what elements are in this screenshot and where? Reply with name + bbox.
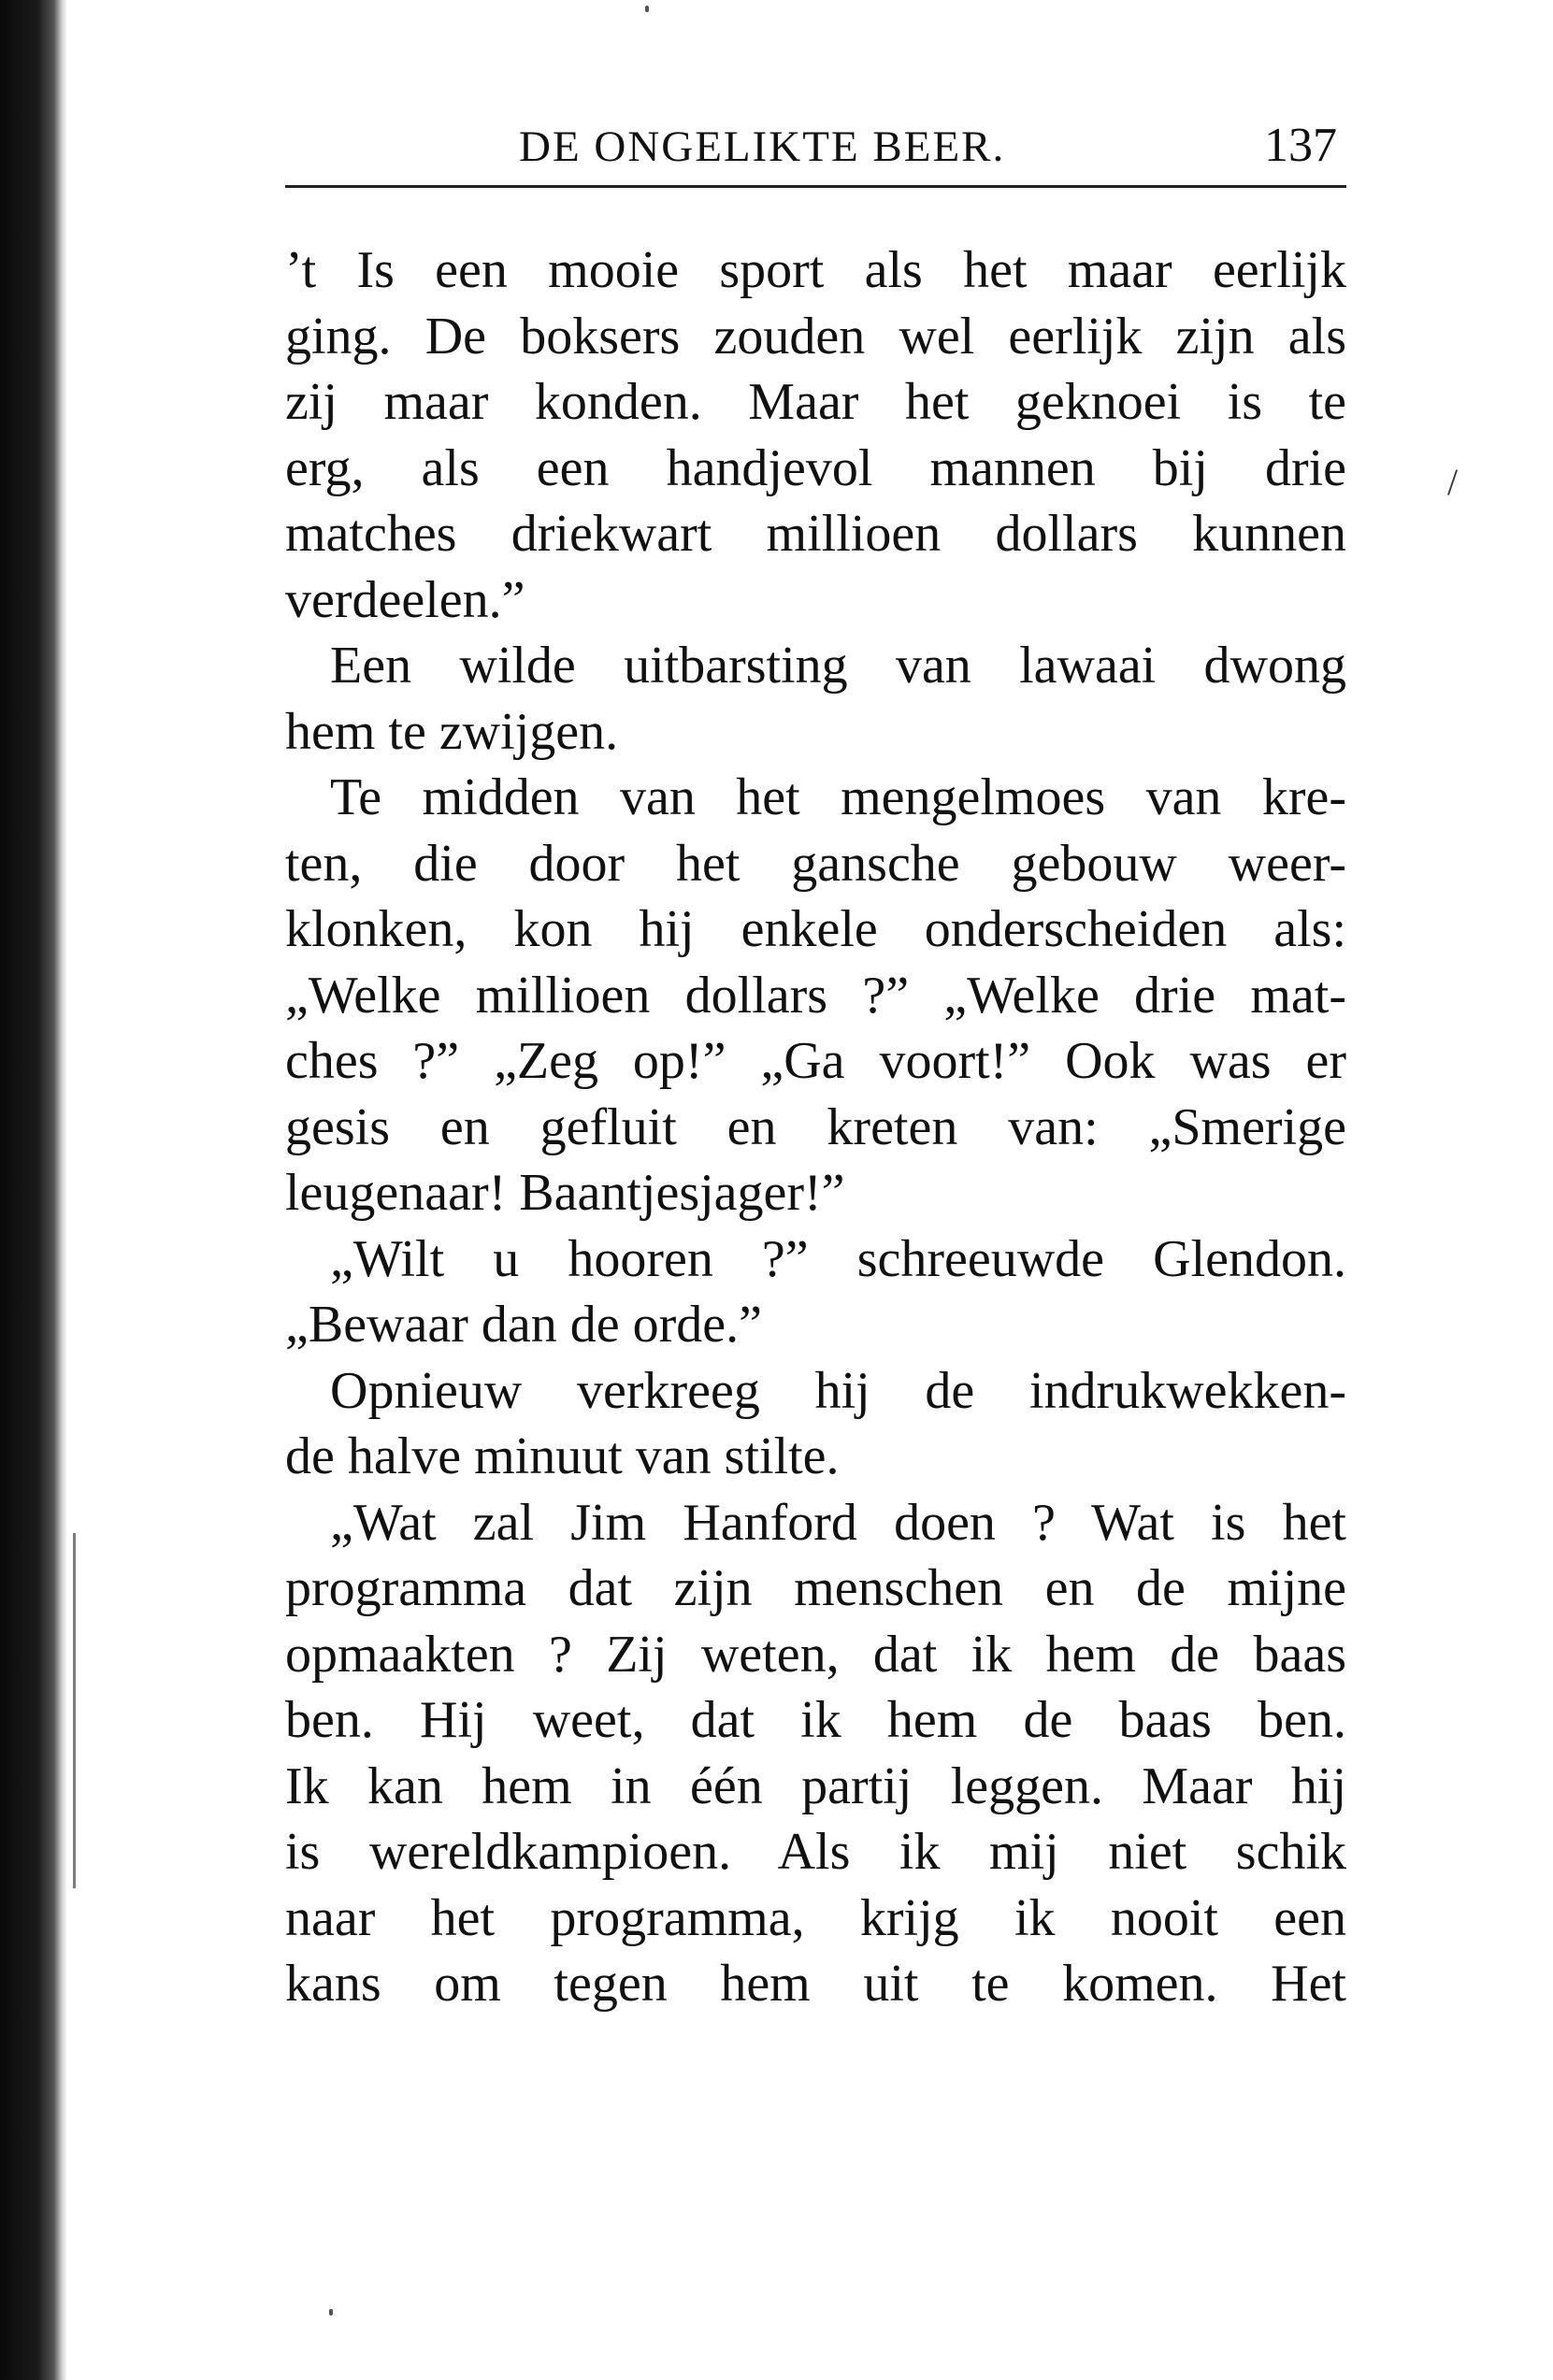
text-line: matches driekwart millioen dollars kunnen	[285, 505, 1346, 563]
page-binding-edge	[0, 0, 67, 2380]
paper-speck	[329, 2309, 333, 2315]
text-line: „Wat zal Jim Hanford doen ? Wat is het	[330, 1493, 1346, 1552]
page-number: 137	[1264, 119, 1337, 172]
text-line: leugenaar! Baantjesjager!”	[285, 1164, 845, 1222]
text-line: ’t Is een mooie sport als het maar eerlijk	[285, 241, 1346, 299]
text-line: ging. De boksers zouden wel eerlijk zijn als	[285, 307, 1346, 366]
text-line: Te midden van het mengelmoes van kre-	[330, 768, 1346, 826]
text-line: ben. Hij weet, dat ik hem de baas ben.	[285, 1691, 1346, 1749]
text-line: „Welke millioen dollars ?” „Welke drie mat-	[285, 966, 1346, 1025]
text-line: programma dat zijn menschen en de mijne	[285, 1559, 1346, 1617]
text-line: Een wilde uitbarsting van lawaai dwong	[330, 637, 1346, 695]
text-line: is wereldkampioen. Als ik mij niet schik	[285, 1823, 1346, 1881]
running-title: DE ONGELIKTE BEER.	[519, 122, 1006, 171]
text-line: gesis en gefluit en kreten van: „Smerige	[285, 1097, 1346, 1156]
paper-speck	[645, 6, 649, 12]
binding-shadow-line	[73, 1533, 76, 1888]
text-line: hem te zwijgen.	[285, 702, 619, 761]
text-line: kans om tegen hem uit te komen. Het	[285, 1955, 1346, 2013]
running-head	[285, 110, 1346, 185]
text-line: „Bewaar dan de orde.”	[285, 1296, 762, 1354]
text-line: opmaakten ? Zij weten, dat ik hem de baas	[285, 1625, 1346, 1684]
text-line: verdeelen.”	[285, 570, 525, 629]
text-line: zij maar konden. Maar het geknoei is te	[285, 373, 1346, 431]
text-line: klonken, kon hij enkele onderscheiden als:	[285, 900, 1346, 958]
text-line: ches ?” „Zeg op!” „Ga voort!” Ook was er	[285, 1032, 1346, 1090]
text-line: ten, die door het gansche gebouw weer-	[285, 834, 1346, 893]
text-line: erg, als een handjevol mannen bij drie	[285, 438, 1346, 497]
margin-mark: /	[1447, 461, 1459, 503]
header-rule	[285, 185, 1346, 188]
text-line: de halve minuut van stilte.	[285, 1427, 840, 1485]
text-line: naar het programma, krijg ik nooit een	[285, 1888, 1346, 1947]
body-text	[285, 237, 1346, 2017]
text-line: Ik kan hem in één partij leggen. Maar hij	[285, 1756, 1346, 1815]
text-line: „Wilt u hooren ?” schreeuwde Glendon.	[330, 1229, 1346, 1288]
text-line: Opnieuw verkreeg hij de indrukwekken-	[330, 1361, 1346, 1420]
